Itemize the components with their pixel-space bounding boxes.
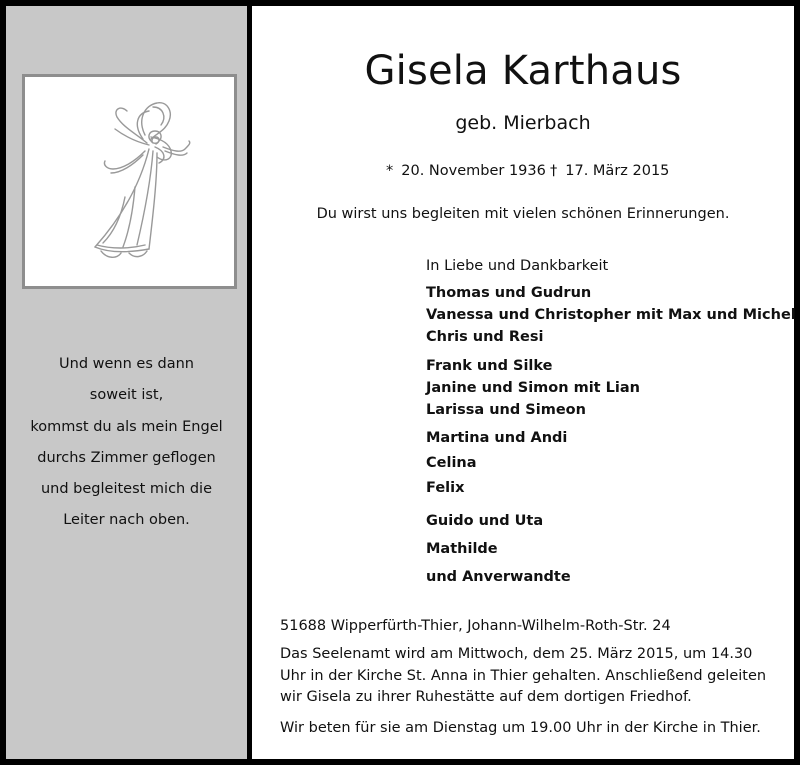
family-member: Larissa und Simeon [426, 402, 586, 418]
poem-line: kommst du als mein Engel [30, 418, 223, 435]
birth-name: geb. Mierbach [455, 112, 591, 134]
poem-line: Leiter nach oben. [63, 512, 190, 529]
poem-line: durchs Zimmer geflogen [37, 449, 216, 466]
death-symbol: † [550, 163, 558, 179]
notice-panel [252, 6, 794, 759]
family-member: Martina und Andi [426, 430, 568, 446]
poem-line: Und wenn es dann [59, 356, 194, 372]
poem-line: und begleitest mich die [40, 481, 213, 498]
poem-line: soweit ist, [89, 387, 164, 404]
family-member: Celina [426, 455, 477, 471]
sidebar [6, 6, 247, 759]
family-member: Thomas und Gudrun [426, 285, 592, 301]
birth-date [386, 162, 546, 180]
family-member: Chris und Resi [426, 329, 544, 345]
death-date-text: 17. März 2015 [565, 163, 670, 179]
deceased-name: Gisela Karthaus [364, 48, 682, 94]
birth-date-text: 20. November 1936 [401, 163, 546, 179]
family-member: Frank und Silke [426, 358, 553, 374]
intro-text: In Liebe und Dankbarkeit [426, 258, 609, 274]
family-member: Janine und Simon mit Lian [426, 380, 640, 396]
family-member: Mathilde [426, 541, 498, 557]
family-member: Guido und Uta [426, 513, 544, 529]
service-info: Das Seelenamt wird am Mittwoch, dem 25. März 2015, um 14.30 Uhr in der Kirche St. Anna in Thier gehalten. Anschließend geleiten wir Gisela zu ihrer Ruhestätte auf dem dortigen Friedhof. [280, 646, 767, 705]
birth-symbol: * [386, 163, 394, 179]
family-member: Felix [426, 480, 465, 496]
family-member: Vanessa und Christopher mit Max und Michel [426, 307, 796, 323]
poem [6, 349, 247, 537]
address: 51688 Wipperfürth-Thier, Johann-Wilhelm-Roth-Str. 24 [280, 618, 671, 634]
angel-image [22, 74, 237, 289]
angel-icon [25, 77, 234, 286]
quote: Du wirst uns begleiten mit vielen schönen Erinnerungen. [316, 206, 730, 222]
death-date [550, 162, 669, 180]
family-member: und Anverwandte [426, 569, 571, 585]
prayer-info: Wir beten für sie am Dienstag um 19.00 Uhr in der Kirche in Thier. [280, 720, 761, 736]
